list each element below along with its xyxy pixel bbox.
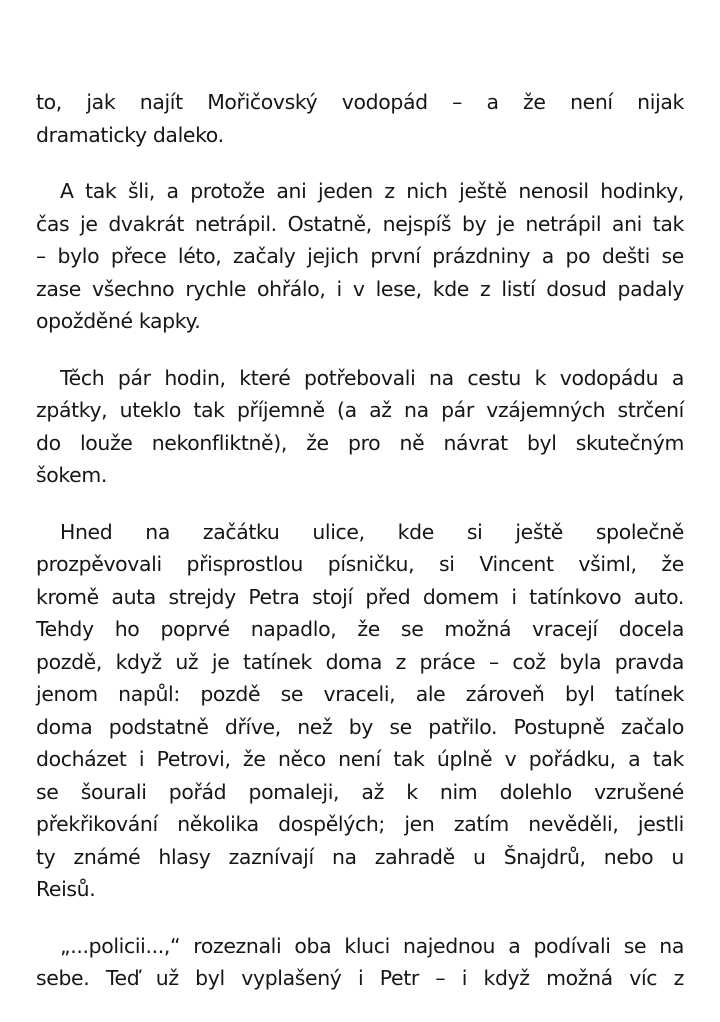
text-line: do louže nekonfliktně), že pro ně návrat byl skutečným: [36, 430, 684, 455]
text-line: pozdě, když už je tatínek doma z práce – což byla pravda: [36, 649, 684, 674]
paragraph-3: [36, 362, 684, 492]
paragraph-2: [36, 175, 684, 338]
text-line: dramaticky daleko.: [36, 122, 224, 147]
paragraph-5: [36, 930, 684, 995]
page-text: [36, 86, 684, 1019]
text-line: to, jak najít Mořičovský vodopád – a že není nijak: [36, 90, 684, 114]
text-line: Těch pár hodin, které potřebovali na cestu k vodopádu a: [60, 365, 684, 390]
text-line: zpátky, uteklo tak příjemně (a až na pár vzájemných strčení: [36, 398, 684, 422]
text-line: opožděné kapky.: [36, 309, 201, 333]
text-line: ty známé hlasy zaznívají na zahradě u Šnajdrů, nebo u: [36, 844, 684, 869]
text-line: zase všechno rychle ohřálo, i v lese, kde z listí dosud padaly: [36, 276, 684, 301]
text-line: čas je dvakrát netrápil. Ostatně, nejspíš by je netrápil ani tak: [36, 211, 684, 236]
text-line: „...policii...,“ rozeznali oba kluci najednou a podívali se na: [60, 933, 684, 958]
text-line: Tehdy ho poprvé napadlo, že se možná vracejí docela: [36, 617, 684, 641]
paragraph-1: [36, 86, 684, 151]
paragraph-4: [36, 516, 684, 906]
text-line: jenom napůl: pozdě se vraceli, ale zároveň byl tatínek: [36, 682, 684, 706]
text-line: se šourali pořád pomaleji, až k nim dolehlo vzrušené: [36, 779, 684, 804]
text-line: šokem.: [36, 463, 107, 487]
text-line: – bylo přece léto, začaly jejich první prázdniny a po dešti se: [36, 244, 684, 268]
text-line: doma podstatně dříve, než by se patřilo. Postupně začalo: [36, 714, 684, 739]
text-line: sebe. Teď už byl vyplašený i Petr – i když možná víc z: [36, 966, 684, 990]
text-line: Reisů.: [36, 877, 96, 901]
text-line: překřikování několika dospělých; jen zatím nevěděli, jestli: [36, 812, 684, 836]
text-line: prozpěvovali přisprostlou písničku, si Vincent všiml, že: [36, 552, 684, 576]
text-line: Hned na začátku ulice, kde si ještě společně: [60, 519, 684, 544]
text-line: docházet i Petrovi, že něco není tak úplně v pořádku, a tak: [36, 747, 684, 771]
text-line: kromě auta strejdy Petra stojí před domem i tatínkovo auto.: [36, 584, 684, 609]
text-line: A tak šli, a protože ani jeden z nich ještě nenosil hodinky,: [60, 179, 684, 203]
